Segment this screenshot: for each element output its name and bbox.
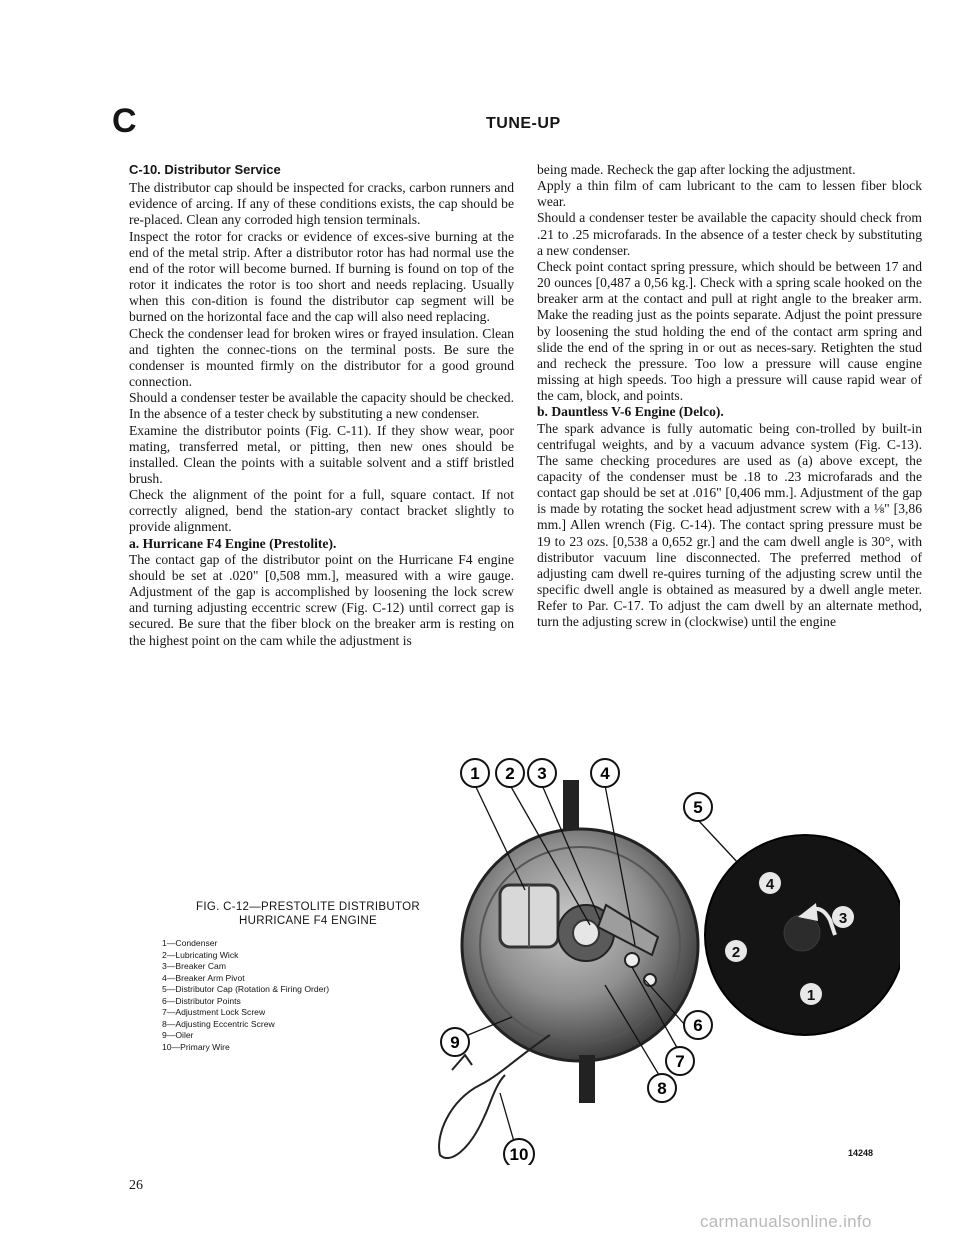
running-head: TUNE-UP [486, 115, 561, 132]
callout-number: 3 [537, 764, 547, 783]
watermark: carmanualsonline.info [700, 1212, 872, 1231]
paragraph: Examine the distributor points (Fig. C-11). If they show wear, poor mating, transferred metal, or pitting, then new ones should be installed. Clean the points with a suitable solvent and a stiff bristled brush. [129, 422, 514, 486]
callout-number: 5 [693, 798, 703, 817]
paragraph: The contact gap of the distributor point on the Hurricane F4 engine should be set at .020" [0,508 mm.], measured with a wire gauge. Adjustment of the gap is accomplished by loosening the lock screw and turning adjusting eccentric screw (Fig. C-12) until correct gap is secured. Be sure that the fiber block on the breaker arm is resting on the highest point on the cam while the adjustment is [129, 551, 514, 648]
figure-legend [158, 938, 458, 1053]
callout-number: 6 [693, 1016, 703, 1035]
paragraph: Check the condenser lead for broken wires or frayed insulation. Clean and tighten the connec-tions on the terminal posts. Be sure the condenser is mounted firmly on the distributor for a good ground connection. [129, 325, 514, 390]
paragraph: Check point contact spring pressure, which should be between 17 and 20 ounces [0,487 a 0,56 kg.]. Check with a spring scale hooked on the breaker arm at the contact and pull at right angle to the breaker arm. Make the reading just as the points separate. Adjust the point pressure by loosening the stud holding the end of the contact arm spring and slide the end of the spring in or out as neces-sary. Retighten the stud and recheck the pressure. Too low a pressure will cause engine missing at high speeds. Too high a pressure will cause rapid wear of the cam, block, and points. [537, 258, 922, 404]
caption-line: HURRICANE F4 ENGINE [239, 915, 377, 927]
legend-item: 9—Oiler [162, 1030, 194, 1040]
distributor-figure [430, 755, 900, 1165]
page-number: 26 [129, 1178, 143, 1193]
section-title: C-10. Distributor Service [129, 162, 281, 177]
legend-item: 5—Distributor Cap (Rotation & Firing Order) [162, 984, 330, 994]
paragraph: The spark advance is fully automatic being con-trolled by built-in centrifugal weights, and by a vacuum advance system (Fig. C-13). The same checking procedures are used as (a) above except, the capacity of the condenser must be .18 to .23 microfarads and the contact gap should be set at .016" [0,406 mm.]. Adjustment of the gap is made by rotating the socket head adjustment screw with a ⅛" [3,86 mm.] Allen wrench (Fig. C-14). The contact spring pressure must be 19 to 23 ozs. [0,538 a 0,652 gr.] and the cam dwell angle is 30°, with distributor vacuum line disconnected. The preferred method of adjusting cam dwell re-quires turning of the adjusting screw until the specific dwell angle is obtained as measured by a dwell angle meter. Refer to Par. C-17. To adjust the cam dwell by an alternate method, turn the adjusting screw in (clockwise) until the engine [537, 420, 922, 630]
legend-item: 8—Adjusting Eccentric Screw [162, 1018, 275, 1029]
callout-number: 2 [505, 764, 515, 783]
legend-item: 6—Distributor Points [162, 995, 241, 1006]
callout-number: 8 [657, 1079, 667, 1098]
subsection-title-a: a. Hurricane F4 Engine (Prestolite). [129, 535, 337, 551]
paragraph: being made. Recheck the gap after locking the adjustment. [537, 162, 856, 177]
callout-number: 10 [509, 1145, 529, 1164]
legend-item: 3—Breaker Cam [162, 961, 226, 971]
paragraph: Apply a thin film of cam lubricant to the cam to lessen fiber block wear. [537, 178, 922, 210]
legend-item: 2—Lubricating Wick [162, 949, 239, 960]
paragraph: Check the alignment of the point for a full, square contact. If not correctly aligned, bend the station-ary contact bracket slightly to provide alignment. [129, 487, 514, 535]
legend-item: 4—Breaker Arm Pivot [162, 972, 245, 983]
callout-number: 9 [450, 1033, 460, 1052]
callout-number: 7 [675, 1052, 685, 1071]
legend-item: 10—Primary Wire [162, 1041, 230, 1052]
callout-number: 4 [600, 764, 610, 783]
legend-item: 1—Condenser [162, 938, 218, 948]
figure-code: 14248 [848, 1148, 874, 1158]
cap-number: 4 [765, 876, 775, 893]
section-letter: C [112, 102, 137, 140]
figure-caption [158, 900, 458, 1053]
distributor-cap-illustration [705, 835, 900, 1035]
paragraph: Inspect the rotor for cracks or evidence of exces-sive burning at the end of the metal strip. After a distributor rotor has had normal use the end of the rotor will become burned. If burning is found on top of the rotor it indicates the rotor is too short and needs replacing. Usually when this con-dition is found the distributor cap segment will be burned on the horizontal face and the cap will also need replacing. [129, 228, 514, 325]
paragraph: The distributor cap should be inspected for cracks, carbon runners and evidence of arcing. If any of these conditions exists, the cap should be re-placed. Clean any corroded high tension terminals. [129, 180, 514, 228]
subsection-title-b: b. Dauntless V-6 Engine (Delco). [537, 404, 724, 420]
callout-number: 1 [470, 764, 480, 783]
distributor-shaft [579, 1055, 595, 1103]
caption-line: FIG. C-12—PRESTOLITE DISTRIBUTOR [196, 901, 420, 913]
cap-number: 3 [838, 910, 848, 927]
caption-title [158, 900, 458, 928]
paragraph: Should a condenser tester be available the capacity should be checked. In the absence of a tester check by substituting a new condenser. [129, 390, 514, 422]
paragraph: Should a condenser tester be available the capacity should check from .21 to .25 microfarads. In the absence of a tester check by substituting a new condenser. [537, 210, 922, 258]
legend-item: 7—Adjustment Lock Screw [162, 1007, 266, 1017]
left-column [129, 162, 514, 649]
cap-number: 2 [731, 944, 741, 961]
right-column [537, 162, 922, 631]
cap-number: 1 [806, 987, 816, 1004]
